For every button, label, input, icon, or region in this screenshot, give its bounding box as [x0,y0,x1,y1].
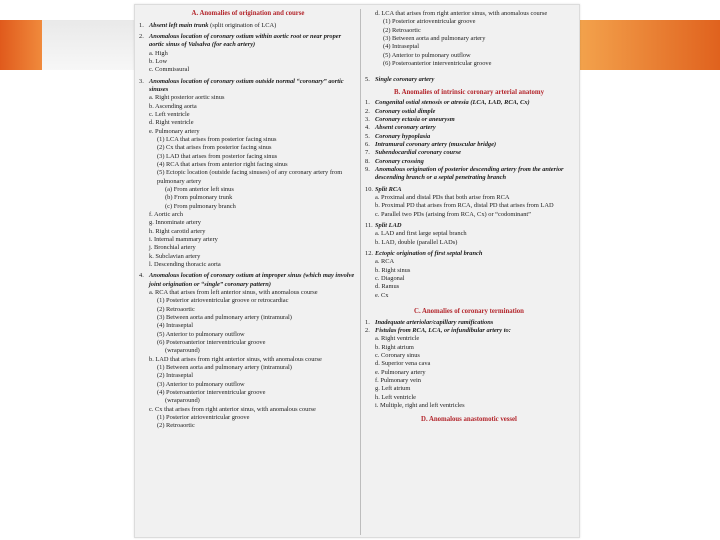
list-item: 2. Fistulas from RCA, LCA, or infundibular artery to: [365,327,511,335]
list-item: 6. Intramural coronary artery (muscular bridge) [365,141,497,149]
list-item: 7. Subendocardial coronary course [365,149,461,157]
list-item: 2. Anomalous location of coronary ostium within aortic root or near proper aortic sinus of Valsalva (for each artery) [139,33,342,49]
section-d-heading: D. Anomalous anastomotic vessel [421,416,517,424]
list-item: 11. Split LAD [365,222,402,230]
sub-item: l. Descending thoracic aorta [149,261,221,269]
section-c-heading: C. Anomalies of coronary termination [414,308,524,315]
sub-item: b. LAD that arises from right anterior sinus, with anomalous course [149,355,322,363]
sub-item: a. Right posterior aortic sinus [149,94,225,102]
sub-item: (3) Between aorta and pulmonary artery [383,34,486,42]
header-accent-right [580,20,720,70]
list-item: 1. Inadequate arteriolar/capillary ramifications [365,318,494,326]
sub-item: (2) Retroaortic [157,422,195,430]
right-column [365,10,573,535]
sub-item: (5) Anterior to pulmonary outflow [383,51,471,59]
section-b-heading: B. Anomalies of intrinsic coronary arterial anatomy [394,88,544,96]
sub-item: (4) Intraseptal [383,43,420,51]
sub-item: d. Superior vena cava [375,360,431,368]
header-accent-left [0,20,42,70]
sub-item: b. Right atrium [375,343,414,351]
sub-item: a. LAD and first large septal branch [375,230,467,238]
list-item: 10. Split RCA [365,185,402,193]
sub-item: (1) Posterior atrioventricular groove [383,18,476,26]
sub-item: g. Left atrium [375,385,411,393]
sub-item: (1) Posterior atrioventricular groove [157,413,250,421]
sub-item: g. Innominate artery [149,219,201,227]
column-divider [360,9,361,535]
sub-item: h. Left ventricle [375,393,416,401]
list-item: 1. Congenital ostial stenosis or atresia (LCA, LAD, RCA, Cx) [365,99,530,107]
document-page [134,4,580,538]
sub-item: c. Commissural [149,66,190,74]
sub-item: a. RCA that arises from left anterior sinus, with anomalous course [149,289,318,296]
sub-item: (5) Ectopic location (outside facing sinuses) of any coronary artery from pulmonary artery [157,169,343,185]
sub-item: (6) Posteroanterior interventricular groove [383,59,492,67]
sub-item: a. Proximal and distal PDs that both arise from RCA [375,194,510,202]
sub-item: c. Left ventricle [149,111,190,119]
list-item: 3. Anomalous location of coronary ostium outside normal “coronary” aortic sinuses [139,77,344,94]
list-item: 4. Absent coronary artery [365,124,436,132]
list-item: 8. Coronary crossing [365,157,424,165]
list-item: 5. Single coronary artery [365,76,435,84]
list-item: 4. Anomalous location of coronary ostium at improper sinus (which may involve joint origination or “single” coronary pattern) [139,272,355,288]
sub-item: b. Low [149,58,168,66]
sub-item: (2) Intraseptal [157,372,194,380]
sub-item: e. Pulmonary artery [149,127,200,135]
sub-item: (1) Posterior atrioventricular groove or retrocardiac [157,297,289,305]
sub-item: (1) Between aorta and pulmonary artery (intramural) [157,363,292,371]
sub-item: c. Parallel two PDs (arising from RCA, Cx) or “codominant” [375,210,532,218]
left-column [139,10,357,535]
sub-item: (1) LCA that arises from posterior facing sinus [157,136,277,144]
sub-item: i. Multiple, right and left ventricles [375,402,465,410]
sub-item: (6) Posteroanterior interventricular groove [157,338,266,346]
list-item: 1. Absent left main trunk (split origination of LCA) [139,21,277,29]
sub-item: (5) Anterior to pulmonary outflow [157,330,245,338]
sub-item: c. Diagonal [375,275,405,283]
sub-item: h. Right carotid artery [149,227,206,235]
sub-item: b. Ascending aorta [149,102,197,110]
sub-item: (wraparound) [165,397,200,405]
sub-item: d. Ramus [375,283,400,291]
sub-item: (4) Intraseptal [157,322,194,330]
list-item: 3. Coronary ectasia or aneurysm [365,116,455,124]
list-item: 9. Anomalous origination of posterior descending artery from the anterior descending branch or a septal penetrating branch [365,166,564,182]
sub-item: d. Right ventricle [149,119,194,127]
sub-item: (c) From pulmonary branch [165,202,236,210]
sub-item: b. LAD, double (parallel LADs) [375,238,458,246]
sub-item: b. Proximal PD that arises from RCA, distal PD that arises from LAD [375,202,554,210]
list-item: 2. Coronary ostial dimple [365,107,436,115]
sub-item: (3) Between aorta and pulmonary artery (intramural) [157,313,292,321]
sub-item: f. Aortic arch [149,211,183,219]
sub-item: d. LCA that arises from right anterior sinus, with anomalous course [375,10,548,17]
sub-item: a. Right ventricle [375,335,420,343]
sub-item: (wraparound) [165,347,200,355]
sub-item: (2) Cx that arises from posterior facing sinus [157,144,272,152]
sub-item: (3) Anterior to pulmonary outflow [157,380,245,388]
sub-item: (2) Retroaortic [157,305,195,313]
sub-item: (a) From anterior left sinus [165,186,234,194]
sub-item: e. Cx [375,291,389,299]
sub-item: (2) Retroaortic [383,26,421,34]
list-item: 12. Ectopic origination of first septal branch [365,250,483,258]
sub-item: f. Pulmonary vein [375,377,421,385]
list-item: 5. Coronary hypoplasia [365,132,431,140]
sub-item: k. Subclavian artery [149,252,201,260]
section-a-heading: A. Anomalies of origination and course [191,10,305,17]
sub-item: e. Pulmonary artery [375,368,426,376]
sub-item: (3) LAD that arises from posterior facing sinus [157,152,278,160]
sub-item: c. Cx that arises from right anterior sinus, with anomalous course [149,405,316,413]
sub-item: (b) From pulmonary trunk [165,194,233,202]
sub-item: b. Right sinus [375,266,411,274]
sub-item: a. High [149,49,168,57]
sub-item: i. Internal mammary artery [149,236,218,244]
sub-item: j. Bronchial artery [149,244,196,252]
sub-item: (4) RCA that arises from anterior right facing sinus [157,161,288,169]
sub-item: a. RCA [375,258,395,266]
sub-item: c. Coronary sinus [375,352,420,360]
sub-item: (4) Posteroanterior interventricular groove [157,388,266,396]
